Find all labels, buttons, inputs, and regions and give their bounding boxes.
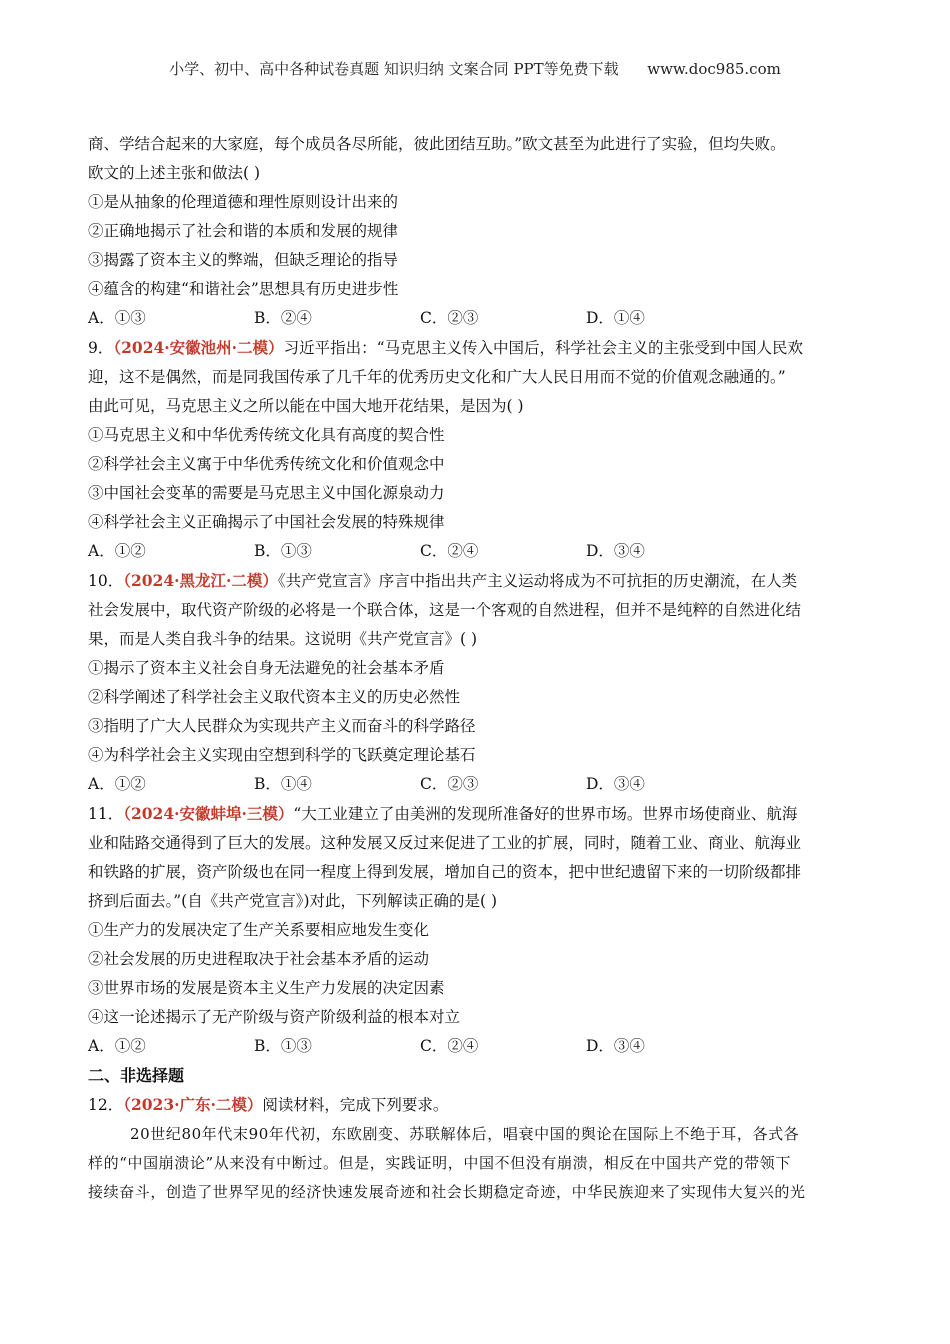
question-text-line: 由此可见，马克思主义之所以能在中国大地开花结果，是因为( ) [88, 397, 524, 415]
question-first-line [88, 799, 863, 829]
question-text: 习近平指出：“马克思主义传入中国后，科学社会主义的主张受到中国人民欢 [283, 339, 803, 357]
question-9 [88, 333, 863, 566]
document-body [88, 130, 863, 1207]
statement-item: ①马克思主义和中华优秀传统文化具有高度的契合性 [88, 426, 445, 444]
question-text-line: 和铁路的扩展，资产阶级也在同一程度上得到发展，增加自己的资本，把中世纪遗留下来的一切阶级都排 [88, 863, 802, 881]
question-text-line: 欧文的上述主张和做法( ) [88, 164, 261, 182]
question-number: 10． [88, 572, 124, 590]
answer-options [88, 304, 863, 333]
question-text-line: 挤到后面去。”(自《共产党宣言》)对此，下列解读正确的是( ) [88, 892, 498, 910]
page-header: 小学、初中、高中各种试卷真题 知识归纳 文案合同 PPT等免费下载 www.doc985.com [169, 60, 781, 78]
option-a[interactable]: A．①③ [88, 309, 146, 327]
answer-options [88, 770, 863, 799]
question-number: 9． [88, 339, 114, 357]
statement-item: ④科学社会主义正确揭示了中国社会发展的特殊规律 [88, 513, 445, 531]
question-number: 11． [88, 805, 124, 823]
question-source: （2024·安徽池州·二模） [113, 338, 284, 357]
option-d[interactable]: D．③④ [586, 542, 645, 560]
statement-item: ③世界市场的发展是资本主义生产力发展的决定因素 [88, 979, 445, 997]
option-c[interactable]: C．②③ [420, 775, 479, 793]
question-8 [88, 130, 863, 333]
statement-item: ③中国社会变革的需要是马克思主义中国化源泉动力 [88, 484, 445, 502]
question-source: （2024·黑龙江·二模） [123, 571, 278, 590]
statement-item: ②正确地揭示了社会和谐的本质和发展的规律 [88, 222, 399, 240]
statement-item: ②社会发展的历史进程取决于社会基本矛盾的运动 [88, 950, 430, 968]
material-paragraph-line: 20世纪80年代末90年代初，东欧剧变、苏联解体后，唱衰中国的舆论在国际上不绝于耳，各式各 [130, 1125, 800, 1143]
statement-item: ②科学阐述了科学社会主义取代资本主义的历史必然性 [88, 688, 461, 706]
statement-item: ④为科学社会主义实现由空想到科学的飞跃奠定理论基石 [88, 746, 476, 764]
question-first-line [88, 1090, 863, 1120]
question-text: 《共产党宣言》序言中指出共产主义运动将成为不可抗拒的历史潮流，在人类 [277, 572, 798, 590]
statement-item: ②科学社会主义寓于中华优秀传统文化和价值观念中 [88, 455, 445, 473]
question-first-line [88, 566, 863, 596]
question-source: （2024·安徽蚌埠·三模） [123, 804, 294, 823]
section-title: 二、非选择题 [88, 1066, 185, 1085]
option-a[interactable]: A．①② [88, 775, 146, 793]
option-a[interactable]: A．①② [88, 1037, 146, 1055]
material-paragraph-line: 接续奋斗，创造了世界罕见的经济快速发展奇迹和社会长期稳定奇迹，中华民族迎来了实现伟大复兴的光 [88, 1183, 806, 1201]
question-source: （2023·广东·二模） [123, 1095, 263, 1114]
question-11 [88, 799, 863, 1061]
option-c[interactable]: C．②④ [420, 1037, 479, 1055]
option-d[interactable]: D．①④ [586, 309, 645, 327]
statement-item: ③指明了广大人民群众为实现共产主义而奋斗的科学路径 [88, 717, 476, 735]
question-text-line: 社会发展中，取代资产阶级的必将是一个联合体，这是一个客观的自然进程，但并不是纯粹的自然进化结 [88, 601, 802, 619]
question-text: “大工业建立了由美洲的发现所准备好的世界市场。世界市场使商业、航海 [293, 805, 798, 823]
option-b[interactable]: B．①③ [254, 1037, 312, 1055]
statement-item: ④这一论述揭示了无产阶级与资产阶级利益的根本对立 [88, 1008, 461, 1026]
option-b[interactable]: B．①④ [254, 775, 312, 793]
option-b[interactable]: B．①③ [254, 542, 312, 560]
statement-item: ①是从抽象的伦理道德和理性原则设计出来的 [88, 193, 399, 211]
option-d[interactable]: D．③④ [586, 1037, 645, 1055]
question-text-line: 迎，这不是偶然，而是同我国传承了几千年的优秀历史文化和广大人民日用而不觉的价值观念融通的。” [88, 368, 786, 386]
question-10 [88, 566, 863, 799]
question-12 [88, 1090, 863, 1207]
answer-options [88, 1032, 863, 1061]
statement-item: ③揭露了资本主义的弊端，但缺乏理论的指导 [88, 251, 399, 269]
statement-item: ①揭示了资本主义社会自身无法避免的社会基本矛盾 [88, 659, 445, 677]
question-text: 阅读材料，完成下列要求。 [262, 1096, 449, 1114]
question-number: 12． [88, 1096, 124, 1114]
answer-options [88, 537, 863, 566]
option-b[interactable]: B．②④ [254, 309, 312, 327]
question-text-line: 业和陆路交通得到了巨大的发展。这种发展又反过来促进了工业的扩展，同时，随着工业、商业、航海业 [88, 834, 802, 852]
question-text-line: 果，而是人类自我斗争的结果。这说明《共产党宣言》( ) [88, 630, 478, 648]
option-c[interactable]: C．②④ [420, 542, 479, 560]
option-a[interactable]: A．①② [88, 542, 146, 560]
option-c[interactable]: C．②③ [420, 309, 479, 327]
question-first-line [88, 333, 863, 363]
question-text-line: 商、学结合起来的大家庭，每个成员各尽所能，彼此团结互助。”欧文甚至为此进行了实验，但均失败。 [88, 135, 786, 153]
statement-item: ④蕴含的构建“和谐社会”思想具有历史进步性 [88, 280, 399, 298]
material-paragraph-line: 样的“中国崩溃论”从来没有中断过。但是，实践证明，中国不但没有崩溃，相反在中国共产党的带领下 [88, 1154, 791, 1172]
option-d[interactable]: D．③④ [586, 775, 645, 793]
statement-item: ①生产力的发展决定了生产关系要相应地发生变化 [88, 921, 430, 939]
